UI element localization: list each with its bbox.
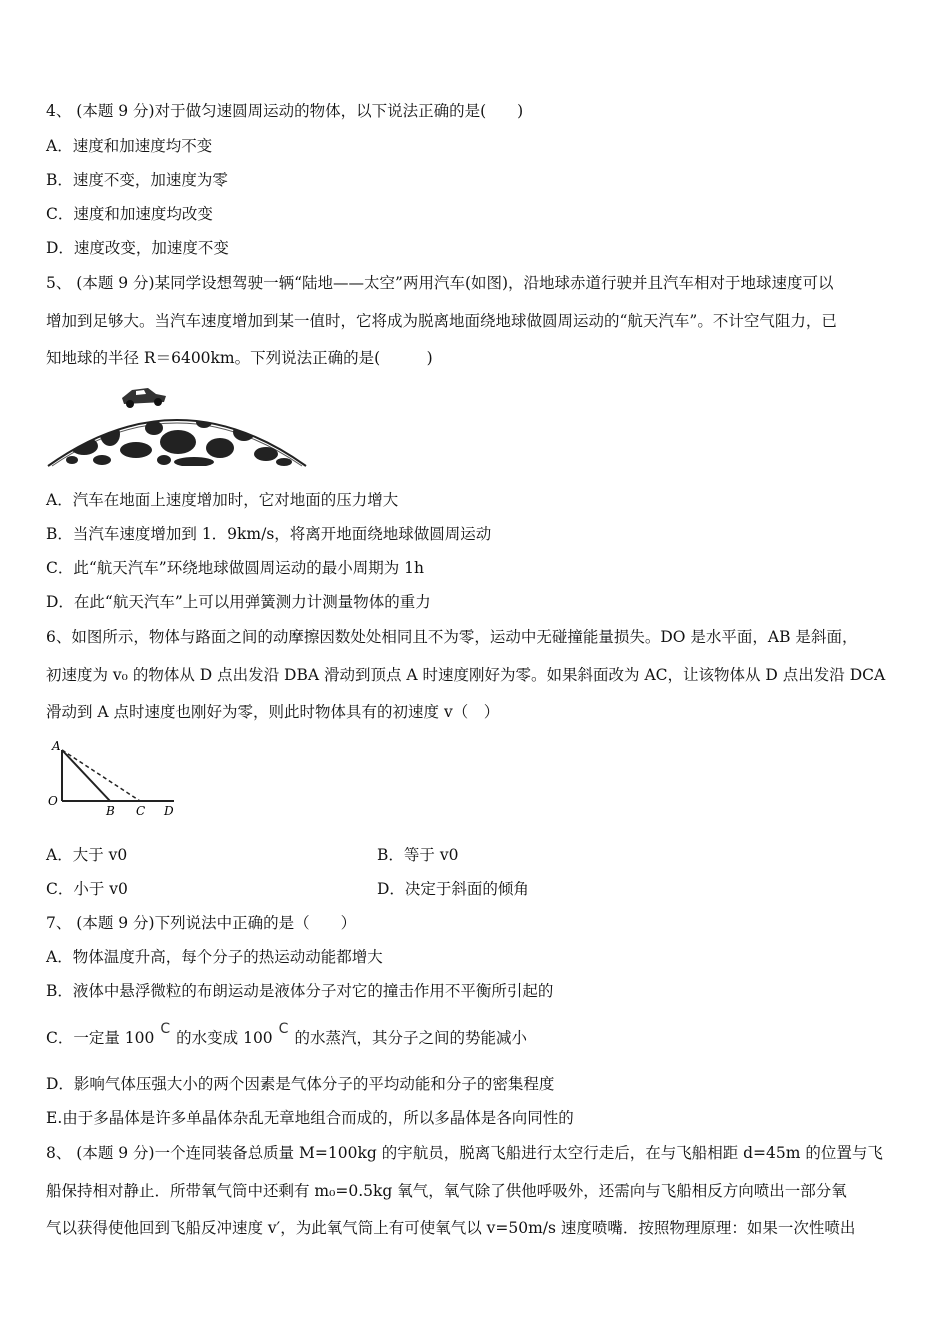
q7-stem: 7、 (本题 9 分)下列说法中正确的是（ ） bbox=[46, 914, 357, 932]
q6-option-c: C．小于 v0 bbox=[46, 880, 128, 898]
car-icon bbox=[122, 388, 166, 408]
q6-stem-line-3: 滑动到 A 点时速度也刚好为零，则此时物体具有的初速度 v（ ） bbox=[46, 703, 500, 721]
q5-option-c: C．此“航天汽车”环绕地球做圆周运动的最小周期为 1h bbox=[46, 559, 424, 577]
q6-option-d: D．决定于斜面的倾角 bbox=[377, 880, 529, 898]
label-o: O bbox=[48, 794, 58, 808]
q7-option-c-part2: 的水变成 100 bbox=[176, 1029, 273, 1047]
q7-option-c-part3: 的水蒸汽，其分子之间的势能减小 bbox=[294, 1029, 527, 1047]
q7-option-c-part1: C．一定量 100 bbox=[46, 1029, 155, 1047]
q5-option-a: A．汽车在地面上速度增加时，它对地面的压力增大 bbox=[46, 491, 399, 509]
label-b: B bbox=[106, 804, 115, 818]
q6-option-b: B．等于 v0 bbox=[377, 846, 459, 864]
q5-stem-line-1: 5、 (本题 9 分)某同学设想驾驶一辆“陆地——太空”两用汽车(如图)，沿地球赤道行驶并且汽车相对于地球速度可以 bbox=[46, 274, 834, 292]
label-a: A bbox=[52, 739, 61, 753]
q5-option-b: B．当汽车速度增加到 1．9km/s，将离开地面绕地球做圆周运动 bbox=[46, 525, 492, 543]
q4-option-d: D．速度改变，加速度不变 bbox=[46, 239, 229, 257]
label-d: D bbox=[164, 804, 174, 818]
earth-car-figure bbox=[44, 376, 310, 468]
q7-option-b: B．液体中悬浮微粒的布朗运动是液体分子对它的撞击作用不平衡所引起的 bbox=[46, 982, 554, 1000]
degree-c-symbol-1: C bbox=[160, 1021, 171, 1037]
q8-stem-line-2: 船保持相对静止．所带氧气筒中还剩有 m₀=0.5kg 氧气，氧气除了供他呼吸外，还需向与飞船相反方向喷出一部分氧 bbox=[46, 1182, 847, 1200]
q8-stem-line-3: 气以获得使他回到飞船反冲速度 v′，为此氧气筒上有可使氧气以 v=50m/s 速度喷嘴．按照物理原理：如果一次性喷出 bbox=[46, 1219, 856, 1237]
q7-option-c bbox=[46, 1021, 527, 1049]
q7-option-a: A．物体温度升高，每个分子的热运动动能都增大 bbox=[46, 948, 383, 966]
q4-option-c: C．速度和加速度均改变 bbox=[46, 205, 213, 223]
q6-stem-line-1: 6、如图所示，物体与路面之间的动摩擦因数处处相同且不为零，运动中无碰撞能量损失。DO 是水平面，AB 是斜面， bbox=[46, 628, 858, 646]
q5-stem-line-3: 知地球的半径 R＝6400km。下列说法正确的是( ) bbox=[46, 349, 433, 367]
q8-stem-line-1: 8、 (本题 9 分)一个连同装备总质量 M=100kg 的宇航员，脱离飞船进行太空行走后，在与飞船相距 d=45m 的位置与飞 bbox=[46, 1144, 883, 1162]
q7-option-d: D．影响气体压强大小的两个因素是气体分子的平均动能和分子的密集程度 bbox=[46, 1075, 555, 1093]
q4-option-b: B．速度不变，加速度为零 bbox=[46, 171, 228, 189]
q6-option-a: A．大于 v0 bbox=[46, 846, 128, 864]
q5-option-d: D．在此“航天汽车”上可以用弹簧测力计测量物体的重力 bbox=[46, 593, 431, 611]
q4-stem: 4、 (本题 9 分)对于做匀速圆周运动的物体，以下说法正确的是( ) bbox=[46, 102, 524, 120]
q4-option-a: A．速度和加速度均不变 bbox=[46, 137, 213, 155]
q5-stem-line-2: 增加到足够大。当汽车速度增加到某一值时，它将成为脱离地面绕地球做圆周运动的“航天汽车”。不计空气阻力，已 bbox=[46, 312, 837, 330]
degree-c-symbol-2: C bbox=[278, 1021, 289, 1037]
label-c: C bbox=[136, 804, 146, 818]
q7-option-e: E.由于多晶体是许多单晶体杂乱无章地组合而成的，所以多晶体是各向同性的 bbox=[46, 1109, 574, 1127]
incline-figure bbox=[44, 738, 184, 820]
q6-stem-line-2: 初速度为 v₀ 的物体从 D 点出发沿 DBA 滑动到顶点 A 时速度刚好为零。如果斜面改为 AC，让该物体从 D 点出发沿 DCA bbox=[46, 666, 886, 684]
